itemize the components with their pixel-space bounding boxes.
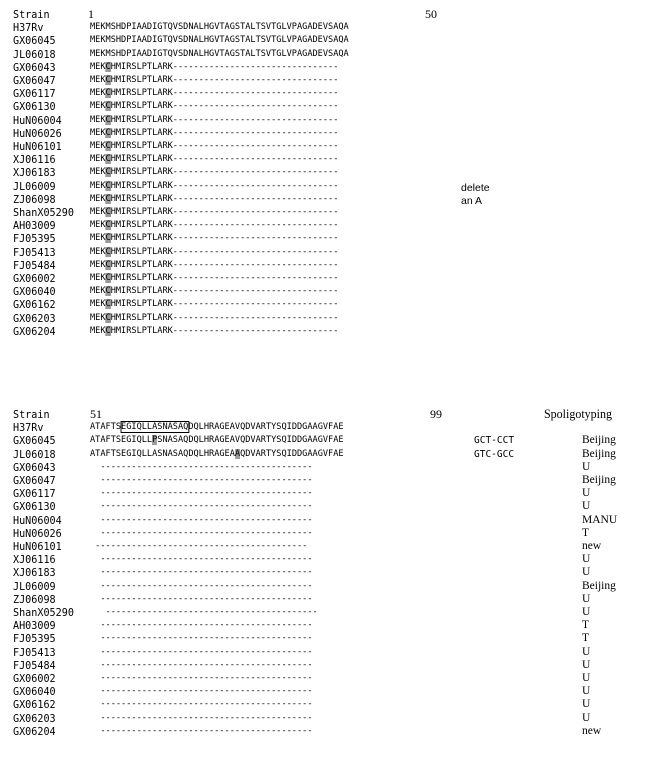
sequence [90,461,313,474]
spoligotype: T [582,619,590,632]
strain-name: JL06018 [13,447,56,461]
alignment-row [0,34,658,47]
sequence [90,219,338,232]
strain-name: GX06045 [13,434,56,448]
strain-name: GX06204 [13,324,56,338]
sequence [90,421,344,434]
sequence-segment: HMIRSLPTLARK-------------------------------- [110,312,339,323]
spoligotype: Beijing [582,474,616,486]
alignment-row [0,246,658,259]
sequence-segment: ----------------------------------------- [90,475,313,485]
highlighted-residue: C [105,286,111,297]
alignment-row [0,193,658,206]
sequence-segment: ----------------------------------------- [90,488,313,499]
highlighted-residue: C [105,312,111,323]
highlighted-residue: C [105,101,111,112]
spoligotype: U [582,711,591,724]
strain-name: GX06045 [13,34,56,48]
sequence [90,553,313,566]
sequence [90,500,313,513]
sequence [90,34,349,47]
spoligotype: MANU [582,513,618,526]
sequence [90,712,313,725]
highlighted-residue: C [105,207,111,217]
highlighted-residue: C [105,127,111,138]
alignment-row [0,619,658,632]
alignment-row [0,659,658,672]
alignment-row [0,606,658,619]
strain-name: XJ06183 [13,566,56,580]
sequence [90,659,313,672]
spoligotype: U [582,500,591,513]
strain-name: GX06002 [13,272,56,285]
strain-name: XJ06116 [13,553,56,567]
sequence-segment: ----------------------------------------- [90,633,313,644]
sequence-segment: QDVARTYSQIDDGAAGVFAE [240,448,344,459]
sequence [90,312,338,325]
sequence-segment: ATAFTSEGIQLL [90,435,153,446]
sequence [90,434,344,447]
sequence-segment: HMIRSLPTLARK-------------------------------- [110,61,339,72]
sequence [90,48,349,61]
sequence-segment: ----------------------------------------- [90,646,313,657]
sequence-segment: HMIRSLPTLARK-------------------------------- [110,114,339,125]
sequence-segment: HMIRSLPTLARK-------------------------------- [110,167,339,178]
sequence [90,21,349,34]
spoligotype: new [582,724,602,737]
sequence-segment: ----------------------------------------- [90,514,313,525]
alignment-row [0,698,658,711]
spoligotype: Beijing [582,434,616,447]
sequence-segment: HMIRSLPTLARK-------------------------------- [110,259,339,270]
sequence [90,487,313,500]
sequence [90,87,338,100]
strain-name: FJ05395 [13,232,56,246]
highlighted-residue: C [105,273,111,283]
strain-name: GX06130 [13,500,56,514]
codon-change: GCT-CCT [474,435,515,447]
sequence-segment: ----------------------------------------- [90,686,313,697]
sequence [90,527,313,540]
strain-name: GX06043 [13,460,56,474]
sequence [90,580,313,593]
spoligotype: U [582,658,591,671]
strain-name: ShanX05290 [13,606,74,619]
sequence-segment: ----------------------------------------- [90,673,313,683]
sequence [90,285,338,298]
alignment-row [0,48,658,61]
highlighted-residue: C [105,246,111,257]
sequence-segment: MEK [90,154,106,165]
sequence [90,246,338,259]
deletion-note: delete an A [461,182,490,207]
strain-name: FJ05484 [13,258,56,272]
highlighted-residue: C [105,154,111,165]
sequence-segment: MEK [90,180,106,191]
sequence [90,325,338,338]
sequence [90,232,338,245]
sequence [90,725,313,738]
alignment-row [0,61,658,74]
alignment-row [0,672,658,685]
sequence [90,685,313,698]
sequence-segment: ATAFTS [90,422,122,433]
sequence-segment: ----------------------------------------- [90,541,308,551]
sequence [90,298,338,311]
sequence-segment: ----------------------------------------- [90,659,313,670]
strain-name: GX06203 [13,311,56,325]
alignment-row [0,487,658,500]
alignment-row [0,206,658,219]
sequence-segment: HMIRSLPTLARK-------------------------------- [110,325,339,336]
strain-column-header: Strain [13,408,50,421]
strain-name: H37Rv [13,421,44,435]
sequence [90,448,344,461]
start-position: 1 [88,7,94,21]
sequence [90,698,313,711]
alignment-row [0,685,658,698]
alignment-row [0,180,658,193]
alignment-row [0,285,658,298]
sequence-segment: HMIRSLPTLARK-------------------------------- [110,273,339,283]
sequence-segment: MEK [90,193,106,204]
start-position: 51 [90,407,102,421]
alignment-row [0,312,658,325]
codon-change: GTC-GCC [474,448,515,460]
highlighted-residue: C [105,61,111,72]
sequence-segment: MEK [90,273,106,283]
strain-name: FJ05395 [13,632,56,646]
strain-name: GX06162 [13,698,56,712]
strain-name: GX06047 [13,74,56,87]
strain-name: JL06009 [13,579,56,593]
strain-name: HuN06026 [13,126,62,140]
alignment-row [0,474,658,487]
sequence-segment: ----------------------------------------- [90,527,313,538]
strain-name: GX06002 [13,672,56,685]
strain-name: GX06130 [13,100,56,114]
strain-name: GX06162 [13,298,56,312]
sequence-segment: HMIRSLPTLARK-------------------------------- [110,101,339,112]
sequence-segment: MEK [90,88,106,99]
strain-name: HuN06004 [13,113,62,127]
sequence-segment: ----------------------------------------- [90,712,313,723]
alignment-row [0,593,658,606]
highlighted-residue: C [105,180,111,191]
alignment-row [0,632,658,645]
strain-name: GX06203 [13,711,56,725]
alignment-row [0,127,658,140]
sequence [90,474,313,487]
spoligotype: U [582,553,591,566]
spoligotype: U [582,685,591,698]
sequence-segment: MEK [90,246,106,257]
sequence-segment: MEK [90,233,106,244]
sequence-segment: ----------------------------------------- [90,593,313,604]
alignment-row [0,21,658,34]
strain-name: AH03009 [13,619,56,633]
alignment-row [0,712,658,725]
sequence [90,74,338,87]
sequence [90,166,338,179]
end-position: 50 [425,7,437,21]
spoligotype: new [582,540,602,552]
highlighted-residue: A [234,448,241,459]
strain-name: HuN06004 [13,513,62,527]
sequence [90,259,338,272]
spoligotype: U [582,566,591,579]
strain-name: FJ05413 [13,245,56,259]
spoligotype: U [582,645,591,658]
sequence-segment: MEKMSHDPIAADIGTQVSDNALHGVTAGSTALTSVTGLVPAGADEVSAQA [90,22,349,33]
strain-name: GX06047 [13,474,56,487]
sequence [90,540,307,553]
strain-column-header: Strain [13,8,50,21]
sequence [90,180,338,193]
spoligotype: U [582,672,591,684]
spoligotype: T [582,632,590,645]
sequence-segment: MEK [90,141,106,151]
alignment-row [0,500,658,513]
alignment-row [0,166,658,179]
strain-name: GX06040 [13,285,56,299]
alignment-row [0,325,658,338]
sequence [90,100,338,113]
sequence [90,272,338,285]
alignment-row [0,74,658,87]
alignment-row [0,114,658,127]
spoligotype: U [582,698,591,711]
alignment-row [0,100,658,113]
sequence [90,606,318,619]
sequence-segment: HMIRSLPTLARK-------------------------------- [110,141,339,151]
sequence-segment: MEK [90,299,106,310]
alignment-row [0,540,658,553]
sequence-segment: HMIRSLPTLARK-------------------------------- [110,207,339,217]
sequence [90,593,313,606]
sequence [90,140,338,153]
sequence [90,632,313,645]
sequence-segment: MEK [90,207,106,217]
sequence-segment: MEK [90,220,106,231]
alignment-row [0,725,658,738]
strain-name: HuN06101 [13,140,62,153]
sequence [90,566,313,579]
sequence-segment: MEK [90,286,106,297]
sequence-segment: ----------------------------------------- [90,501,313,512]
sequence-segment: ----------------------------------------- [90,554,313,565]
alignment-row [0,259,658,272]
highlighted-residue: C [105,114,111,125]
alignment-row [0,434,658,447]
sequence [90,672,313,685]
alignment-row [0,232,658,245]
sequence-segment: HMIRSLPTLARK-------------------------------- [110,193,339,204]
sequence [90,206,338,219]
strain-name: FJ05484 [13,658,56,672]
alignment-row [0,298,658,311]
sequence-segment: MEK [90,61,106,72]
alignment-row [0,580,658,593]
alignment-row [0,87,658,100]
end-position: 99 [430,407,442,421]
spoligotype: T [582,526,590,539]
spoligotype: Beijing [582,579,616,592]
strain-name: ShanX05290 [13,206,74,219]
highlighted-residue: C [105,325,111,336]
strain-name: GX06040 [13,685,56,699]
strain-name: FJ05413 [13,645,56,659]
alignment-header [0,408,658,421]
highlighted-residue: C [105,141,111,151]
strain-name: AH03009 [13,219,56,233]
sequence-segment: SNASAQDQLHRAGEAVQDVARTYSQIDDGAAGVFAE [157,435,344,446]
sequence-segment: ----------------------------------------- [90,580,313,591]
highlighted-residue: C [105,233,111,244]
sequence [90,61,338,74]
highlighted-residue: C [105,259,111,270]
strain-name: HuN06101 [13,540,62,553]
strain-name: ZJ06098 [13,192,56,206]
sequence-segment: MEK [90,325,106,336]
sequence-segment: MEKMSHDPIAADIGTQVSDNALHGVTAGSTALTSVTGLVPAGADEVSAQA [90,35,349,46]
sequence [90,153,338,166]
sequence-segment: MEKMSHDPIAADIGTQVSDNALHGVTAGSTALTSVTGLVPAGADEVSAQA [90,48,349,59]
alignment-row [0,566,658,579]
strain-name: JL06009 [13,179,56,193]
highlighted-residue: C [105,193,111,204]
strain-name: H37Rv [13,21,44,35]
alignment-row [0,219,658,232]
sequence [90,114,338,127]
sequence-segment: ----------------------------------------- [90,567,313,578]
sequence-segment: ----------------------------------------- [90,620,313,631]
sequence-segment: ATAFTSEGIQLLASNASAQDQLHRAGEA [90,448,235,459]
highlighted-residue: C [105,299,111,310]
strain-name: GX06117 [13,87,56,101]
sequence-segment: HMIRSLPTLARK-------------------------------- [110,220,339,231]
alignment-row [0,272,658,285]
sequence [90,193,338,206]
strain-name: JL06018 [13,47,56,61]
sequence-segment: MEK [90,127,106,138]
sequence-segment: HMIRSLPTLARK-------------------------------- [110,299,339,310]
sequence [90,127,338,140]
sequence-segment: HMIRSLPTLARK-------------------------------- [110,180,339,191]
spoligotype: U [582,592,591,605]
strain-name: XJ06183 [13,166,56,180]
sequence [90,646,313,659]
strain-name: GX06043 [13,60,56,74]
sequence-segment: ----------------------------------------- [90,607,318,617]
sequence-segment: HMIRSLPTLARK-------------------------------- [110,286,339,297]
alignment-row [0,514,658,527]
strain-name: GX06117 [13,487,56,501]
sequence-segment: MEK [90,312,106,323]
sequence-segment: MEK [90,114,106,125]
alignment-row [0,448,658,461]
spoligotyping-header: Spoligotyping [544,407,613,421]
alignment-row [0,140,658,153]
spoligotype: Beijing [582,447,616,460]
alignment-row [0,553,658,566]
highlighted-residue: P [152,435,158,446]
sequence-segment: DQLHRAGEAVQDVARTYSQIDDGAAGVFAE [188,422,344,433]
spoligotype: U [582,606,591,618]
alignment-row [0,421,658,434]
alignment-row [0,646,658,659]
sequence-segment: MEK [90,75,106,85]
alignment-row [0,461,658,474]
highlighted-residue: C [105,220,111,231]
sequence [90,514,313,527]
sequence-segment: ----------------------------------------- [90,699,313,710]
sequence [90,619,313,632]
spoligotype: U [582,460,591,473]
sequence-segment: HMIRSLPTLARK-------------------------------- [110,75,339,85]
boxed-motif: EGIQLLASNASAQ [121,422,189,433]
sequence-segment: ----------------------------------------- [90,725,313,736]
sequence-segment: HMIRSLPTLARK-------------------------------- [110,246,339,257]
alignment-row [0,527,658,540]
sequence-segment: MEK [90,101,106,112]
highlighted-residue: C [105,75,111,85]
alignment-header [0,8,658,21]
alignment-row [0,153,658,166]
highlighted-residue: C [105,88,111,99]
strain-name: XJ06116 [13,153,56,167]
spoligotype: U [582,487,591,500]
sequence-segment: ----------------------------------------- [90,461,313,472]
strain-name: GX06204 [13,724,56,738]
strain-name: HuN06026 [13,526,62,540]
sequence-segment: HMIRSLPTLARK-------------------------------- [110,154,339,165]
sequence-segment: HMIRSLPTLARK-------------------------------- [110,127,339,138]
highlighted-residue: C [105,167,111,178]
strain-name: ZJ06098 [13,592,56,606]
sequence-segment: MEK [90,259,106,270]
sequence-segment: HMIRSLPTLARK-------------------------------- [110,233,339,244]
sequence-segment: HMIRSLPTLARK-------------------------------- [110,88,339,99]
sequence-segment: MEK [90,167,106,178]
